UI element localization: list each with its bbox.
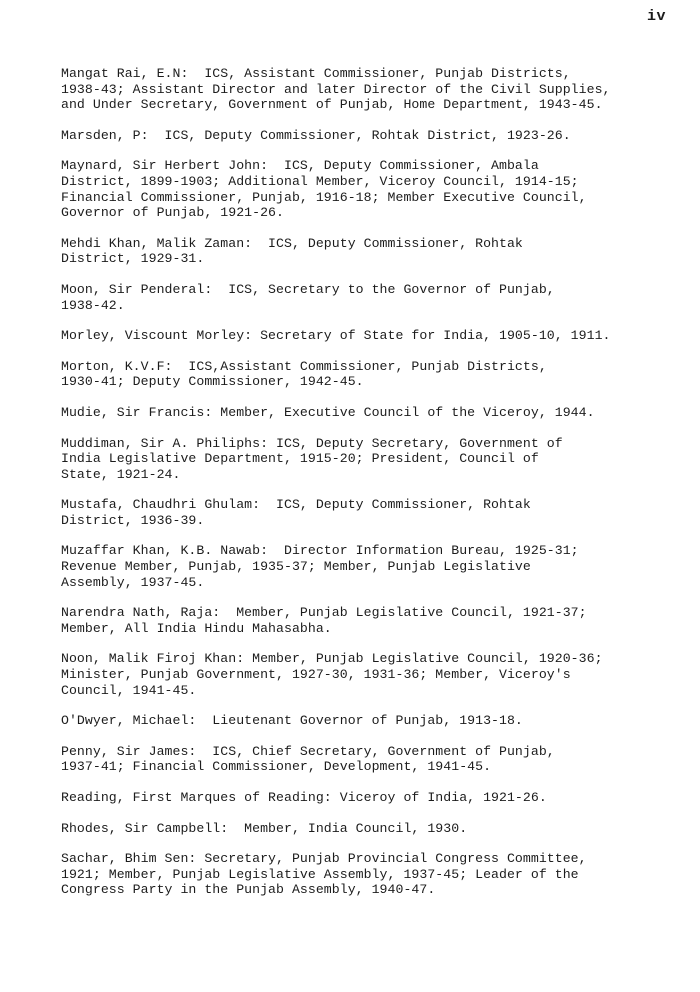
entry-reading: Reading, First Marques of Reading: Viceroy of India, 1921-26. <box>61 790 547 805</box>
entry-morton: Morton, K.V.F: ICS,Assistant Commissioner, Punjab Districts, 1930-41; Deputy Commissioner, 1942-45. <box>61 358 547 390</box>
entry-muddiman: Muddiman, Sir A. Philiphs: ICS, Deputy Secretary, Government of India Legislative Department, 1915-20; President, Council of State, 1921-24. <box>61 435 563 482</box>
entry-penny: Penny, Sir James: ICS, Chief Secretary, Government of Punjab, 1937-41; Financial Commissioner, Development, 1941-45. <box>61 743 555 775</box>
entry-mustafa: Mustafa, Chaudhri Ghulam: ICS, Deputy Commissioner, Rohtak District, 1936-39. <box>61 497 531 528</box>
entry-narendra-nath: Narendra Nath, Raja: Member, Punjab Legislative Council, 1921-37; Member, All India Hindu Mahasabha. <box>61 605 587 636</box>
entry-rhodes: Rhodes, Sir Campbell: Member, India Council, 1930. <box>61 820 468 836</box>
entry-maynard: Maynard, Sir Herbert John: ICS, Deputy Commissioner, Ambala District, 1899-1903; Additional Member, Viceroy Council, 1914-15; Financial Commissioner, Punjab, 1916-18; Member Executive Council, Governor of Punjab, 1921-26. <box>61 158 587 221</box>
entry-morley: Morley, Viscount Morley: Secretary of State for India, 1905-10, 1911. <box>61 328 611 344</box>
entry-mudie: Mudie, Sir Francis: Member, Executive Council of the Viceroy, 1944. <box>61 404 595 420</box>
entry-moon: Moon, Sir Penderal: ICS, Secretary to the Governor of Punjab, 1938-42. <box>61 281 555 313</box>
entry-sachar: Sachar, Bhim Sen: Secretary, Punjab Provincial Congress Committee, 1921; Member, Punjab Legislative Assembly, 1937-45; Leader of the Congress Party in the Punjab Assembly, 1940-47. <box>61 851 587 898</box>
entry-mangat-rai: Mangat Rai, E.N: ICS, Assistant Commissioner, Punjab Districts, 1938-43; Assistant Director and later Director of the Civil Supplies, and Under Secretary, Government of Punjab, Home Department, 1943-45. <box>61 66 611 113</box>
entry-list <box>61 66 697 898</box>
entry-marsden: Marsden, P: ICS, Deputy Commissioner, Rohtak District, 1923-26. <box>61 127 571 143</box>
entry-noon: Noon, Malik Firoj Khan: Member, Punjab Legislative Council, 1920-36; Minister, Punjab Government, 1927-30, 1931-36; Member, Viceroy's Council, 1941-45. <box>61 651 603 698</box>
page-number: iv <box>646 8 666 25</box>
entry-muzaffar-khan: Muzaffar Khan, K.B. Nawab: Director Information Bureau, 1925-31; Revenue Member, Punjab, 1935-37; Member, Punjab Legislative Assembly, 1937-45. <box>61 543 579 590</box>
entry-mehdi-khan: Mehdi Khan, Malik Zaman: ICS, Deputy Commissioner, Rohtak District, 1929-31. <box>61 235 523 267</box>
entry-odwyer: O'Dwyer, Michael: Lieutenant Governor of Punjab, 1913-18. <box>61 713 523 729</box>
